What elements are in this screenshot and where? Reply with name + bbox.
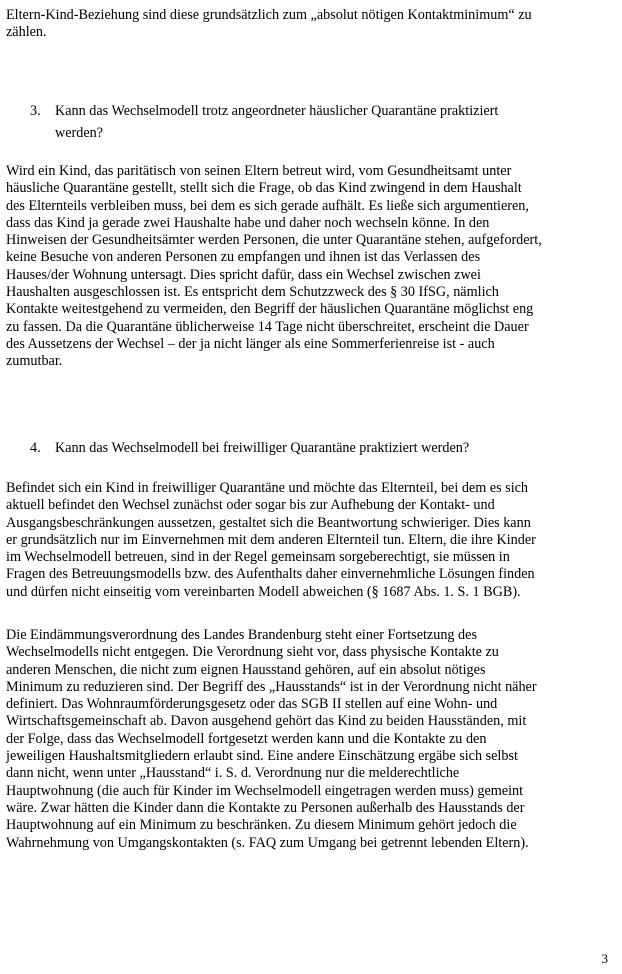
text-line: häusliche Quarantäne gestellt, stellt sich die Frage, ob das Kind zwingend in dem Haushalt	[6, 180, 522, 197]
heading-line: Kann das Wechselmodell bei freiwilliger Quarantäne praktiziert werden?	[55, 440, 470, 456]
section-4-body-paragraph-2	[6, 627, 609, 852]
intro-continuation-paragraph	[6, 7, 609, 42]
text-line: Hauptwohnung auf ein Minimum zu beschränken. Zu diesem Minimum gehört jedoch die	[6, 817, 517, 834]
text-line: dann nicht, wenn unter „Hausstand“ i. S. d. Verordnung nur die melderechtliche	[6, 765, 460, 782]
text-line: aktuell befindet den Wechsel zunächst oder sogar bis zur Aufhebung der Kontakt- und	[6, 497, 495, 514]
section-4-heading-text	[55, 437, 585, 459]
text-line: jeweiligen Haushaltsmitgliedern erlaubt sind. Eine andere Einschätzung ergäbe sich selbst	[6, 748, 518, 765]
page-number: 3	[601, 951, 608, 966]
text-line: Eltern-Kind-Beziehung sind diese grundsätzlich zum „absolut nötigen Kontaktminimum“ zu	[6, 7, 532, 23]
text-line: dass das Kind ja gerade zwei Haushalte habe und daher noch wechseln könne. In den	[6, 214, 490, 231]
text-line: Hauptwohnung (die auch für Kinder im Wechselmodell eingetragen werden muss) gemeint	[6, 782, 524, 799]
section-4-body-paragraph-1	[6, 480, 609, 601]
text-line: Die Eindämmungsverordnung des Landes Brandenburg steht einer Fortsetzung des	[6, 627, 477, 643]
text-line: des Elternteils verbleiben muss, bei dem es sich gerade aufhält. Es ließe sich argumentieren,	[6, 197, 529, 214]
text-line: wäre. Zwar hätten die Kinder dann die Kontakte zu Personen außerhalb des Hausstands der	[6, 799, 525, 816]
text-line: zu fassen. Da die Quarantäne üblicherweise 14 Tage nicht überschreitet, erscheint die Dauer	[6, 318, 529, 335]
text-line: Haushalten ausgeschlossen ist. Es entspricht dem Schutzzweck des § 30 IfSG, nämlich	[6, 284, 499, 301]
text-line: im Wechselmodell betreuen, sind in der Regel gemeinsam sorgeberechtigt, sie müssen in	[6, 549, 510, 566]
text-line: keine Besuche von anderen Personen zu empfangen und ihnen ist das Verlassen des	[6, 249, 481, 266]
section-3-heading-text	[55, 100, 585, 144]
text-line: der Folge, dass das Wechselmodell fortgesetzt werden kann und die Kontakte zu den	[6, 730, 487, 747]
text-line: definiert. Das Wohnraumförderungsgesetz oder das SGB II stellen auf eine Wohn- und	[6, 696, 498, 713]
text-line: des Aussetzens der Wechsel – der ja nicht länger als eine Sommerferienreise ist - auch	[6, 335, 495, 352]
text-line: zählen.	[6, 24, 47, 41]
text-line: Hinweisen der Gesundheitsämter werden Personen, die unter Quarantäne stehen, aufgefordert,	[6, 232, 542, 249]
text-line: anderen Menschen, die nicht zum eignen Hausstand gehören, auf ein absolut nötiges	[6, 661, 486, 678]
text-line: Wird ein Kind, das paritätisch von seinen Eltern betreut wird, vom Gesundheitsamt unter	[6, 163, 512, 179]
section-3-body-paragraph	[6, 163, 609, 371]
heading-line: Kann das Wechselmodell trotz angeordneter häuslicher Quarantäne praktiziert	[55, 103, 499, 119]
text-line: Fragen des Betreuungsmodells bzw. des Aufenthalts daher einvernehmliche Lösungen finden	[6, 566, 535, 583]
text-line: Minimum zu reduzieren sind. Der Begriff des „Hausstands“ ist in der Verordnung nicht näher	[6, 678, 537, 695]
text-line: zumutbar.	[6, 353, 63, 370]
text-line: Wahrnehmung von Umgangskontakten (s. FAQ zum Umgang bei getrennt lebenden Eltern).	[6, 834, 529, 851]
text-line: und dürfen nicht einseitig vom vereinbarten Modell abweichen (§ 1687 Abs. 1. S. 1 BGB).	[6, 583, 521, 600]
section-4-number: 4.	[30, 440, 41, 456]
heading-line: werden?	[55, 125, 104, 141]
text-line: Hauses/der Wohnung untersagt. Dies spricht dafür, dass ein Wechsel zwischen zwei	[6, 266, 481, 283]
text-line: er grundsätzlich nur im Einvernehmen mit dem anderen Elternteil tun. Eltern, die ihre Kinder	[6, 531, 536, 548]
text-line: Kontakte weitestgehend zu vermeiden, den Begriff der häuslichen Quarantäne möglichst eng	[6, 301, 534, 318]
text-line: Ausgangsbeschränkungen aussetzen, gestaltet sich die Beantwortung schwieriger. Dies kann	[6, 514, 531, 531]
section-3-number: 3.	[30, 103, 41, 119]
text-line: Wechselmodells nicht entgegen. Die Verordnung sieht vor, dass physische Kontakte zu	[6, 644, 499, 661]
text-line: Wirtschaftsgemeinschaft ab. Davon ausgehend gehört das Kind zu beiden Hausständen, mit	[6, 713, 527, 730]
text-line: Befindet sich ein Kind in freiwilliger Quarantäne und möchte das Elternteil, bei dem es sich	[6, 480, 529, 496]
